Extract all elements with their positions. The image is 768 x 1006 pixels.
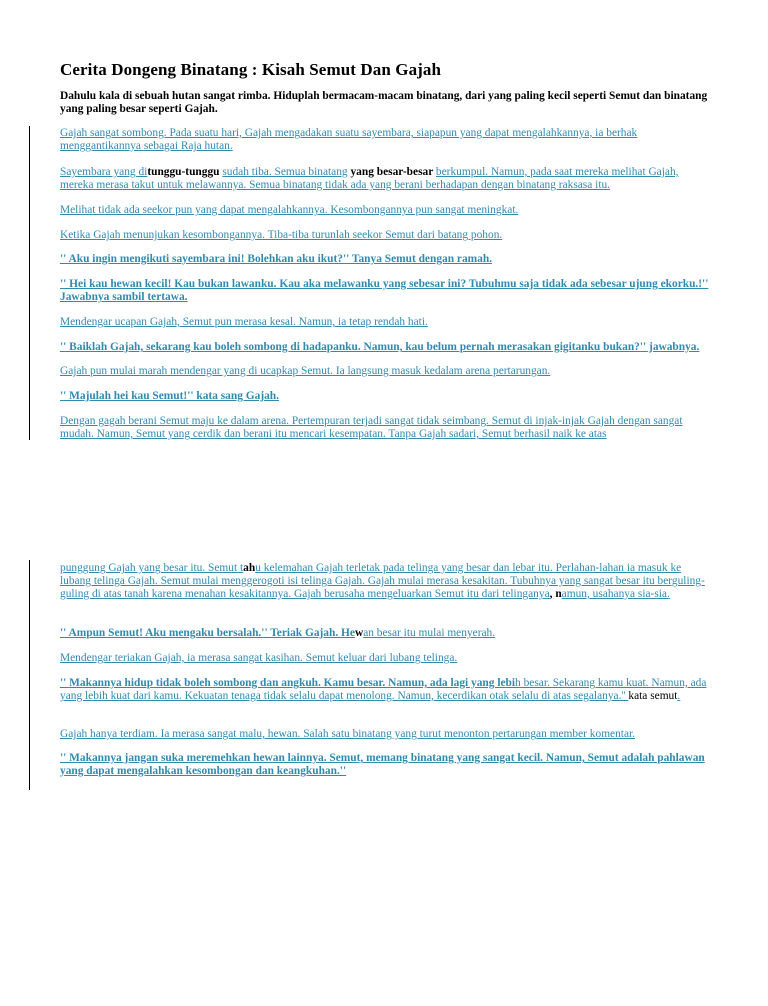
paragraph-1 bbox=[60, 127, 712, 153]
story-title: Cerita Dongeng Binatang : Kisah Semut Dan Gajah bbox=[60, 60, 442, 79]
paragraph-15 bbox=[60, 677, 712, 703]
paragraph-15-text-d: . bbox=[677, 690, 681, 702]
paragraph-17-text: '' Makannya jangan suka meremehkan hewan lainnya. Semut, memang binatang yang sangat kecil. Namun, Semut adalah pahlawan yang dapat mengalahkan kesombongan dan keangkuhan.'' bbox=[60, 752, 705, 777]
paragraph-14 bbox=[60, 652, 712, 665]
paragraph-2-text-b: tunggu-tunggu bbox=[147, 166, 223, 178]
paragraph-2-text-c: sudah tiba. Semua binatang bbox=[222, 166, 348, 178]
paragraph-16-text: Gajah hanya terdiam. Ia merasa sangat malu, hewan. Salah satu binatang yang turut menonton pertarungan member komentar. bbox=[60, 728, 636, 740]
paragraph-15-text-a: '' Makannya hidup tidak boleh sombong dan angkuh. Kamu besar. Namun, ada lagi yang lebi bbox=[60, 677, 516, 689]
paragraph-2 bbox=[60, 166, 712, 192]
paragraph-12-text-d: , n bbox=[549, 588, 562, 600]
paragraph-8 bbox=[60, 341, 712, 354]
paragraph-10-text: '' Majulah hei kau Semut!'' kata sang Gajah. bbox=[60, 390, 279, 402]
paragraph-12-text-c: u kelemahan Gajah terletak pada telinga yang besar dan lebar itu. Perlahan-lahan ia masuk ke lubang telinga Gajah. Semut mulai menggerogoti isi telinga Gajah. Gajah mulai merasa kesakitan. Tubuhnya yang sangat besar itu berguling-guling di atas tanah karena menahan kesakitannya. Gajah berusaha mengeluarkan Semut itu dari telinganya bbox=[60, 562, 705, 600]
paragraph-6-text: '' Hei kau hewan kecil! Kau bukan lawanku. Kau aka melawanku yang sebesar ini? Tubuhmu saja tidak ada sebesar ujung ekorku.!'' Jawabnya sambil tertawa. bbox=[60, 278, 709, 303]
paragraph-7 bbox=[60, 316, 712, 329]
paragraph-7-text: Mendengar ucapan Gajah, Semut pun merasa kesal. Namun, ia tetap rendah hati. bbox=[60, 316, 428, 328]
paragraph-2-text-e: berkumpul. Namun, pada saat mereka melihat Gajah, mereka merasa takut untuk melawannya. Semua binatang tidak ada yang berani berhadapan dengan binatang raksasa itu. bbox=[60, 166, 679, 191]
paragraph-12 bbox=[60, 562, 712, 601]
paragraph-10 bbox=[60, 390, 712, 403]
paragraph-5 bbox=[60, 253, 712, 266]
paragraph-13 bbox=[60, 627, 712, 640]
paragraph-13-text-c: an besar itu mulai menyerah. bbox=[363, 627, 496, 639]
paragraph-3 bbox=[60, 204, 712, 217]
paragraph-12-text-a: punggung Gajah yang besar itu. Semut t bbox=[60, 562, 244, 574]
paragraph-16 bbox=[60, 728, 712, 741]
paragraph-4-text: Ketika Gajah menunjukan kesombongannya. Tiba-tiba turunlah seekor Semut dari batang pohon. bbox=[60, 229, 503, 241]
paragraph-3-text: Melihat tidak ada seekor pun yang dapat mengalahkannya. Kesombongannya pun sangat meningkat. bbox=[60, 204, 519, 216]
paragraph-9-text: Gajah pun mulai marah mendengar yang di ucapkap Semut. Ia langsung masuk kedalam arena pertarungan. bbox=[60, 365, 551, 377]
paragraph-15-text-b: h besar. Sekarang kamu kuat. Namun, ada yang lebih kuat dari kamu. Kekuatan tenaga tidak selalu dapat menolong. Namun, kecerdikan otak selalu di atas segalanya.'' bbox=[60, 677, 707, 702]
paragraph-8-text: '' Baiklah Gajah, sekarang kau boleh sombong di hadapanku. Namun, kau belum pernah merasakan gigitanku bukan?'' jawabnya. bbox=[60, 341, 700, 353]
paragraph-14-text: Mendengar teriakan Gajah, ia merasa sangat kasihan. Semut keluar dari lubang telinga. bbox=[60, 652, 458, 664]
paragraph-17 bbox=[60, 752, 712, 778]
paragraph-11-text: Dengan gagah berani Semut maju ke dalam arena. Pertempuran terjadi sangat tidak seimbang. Semut di injak-injak Gajah dengan sangat mudah. Namun, Semut yang cerdik dan berani itu mencari kesempatan. Tanpa Gajah sadari, Semut berhasil naik ke atas bbox=[60, 415, 683, 440]
paragraph-11 bbox=[60, 415, 712, 441]
intro-paragraph bbox=[60, 90, 712, 116]
paragraph-6 bbox=[60, 278, 712, 304]
paragraph-4 bbox=[60, 229, 712, 242]
paragraph-2-text-a: Sayembara yang di bbox=[60, 166, 148, 178]
paragraph-9 bbox=[60, 365, 712, 378]
paragraph-5-text: '' Aku ingin mengikuti sayembara ini! Bolehkan aku ikut?'' Tanya Semut dengan ramah. bbox=[60, 253, 493, 265]
revision-bar bbox=[29, 126, 30, 440]
paragraph-1-text: Gajah sangat sombong. Pada suatu hari, Gajah mengadakan suatu sayembara, siapapun yang dapat mengalahkannya, ia berhak menggantikannya sebagai Raja hutan. bbox=[60, 127, 638, 152]
paragraph-12-text-e: amun, usahanya sia-sia. bbox=[561, 588, 670, 600]
paragraph-2-text-d: yang besar-besar bbox=[347, 166, 436, 178]
paragraph-13-text-a: '' Ampun Semut! Aku mengaku bersalah.'' Teriak Gajah. He bbox=[60, 627, 355, 639]
revision-bar bbox=[29, 560, 30, 790]
intro-text: Dahulu kala di sebuah hutan sangat rimba. Hiduplah bermacam-macam binatang, dari yang paling kecil seperti Semut dan binatang yang paling besar seperti Gajah. bbox=[60, 90, 708, 115]
paragraph-12-text-b: ah bbox=[243, 562, 256, 574]
paragraph-15-text-c: kata semut bbox=[628, 690, 678, 702]
paragraph-13-text-b: w bbox=[354, 627, 364, 639]
